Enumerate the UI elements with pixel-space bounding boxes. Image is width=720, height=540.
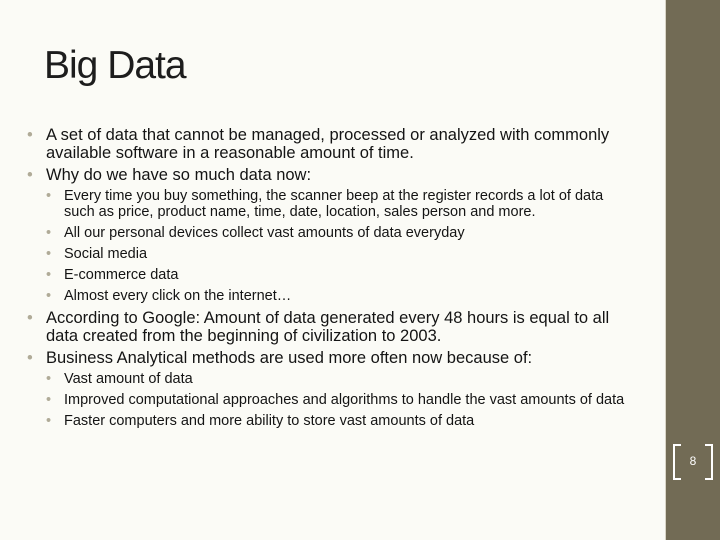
sub-bullet-item: • Improved computational approaches and algorithms to handle the vast amounts of data [27,392,627,408]
bullet-group [27,126,627,162]
bullet-group [27,166,627,304]
sub-bullet-item: • E-commerce data [27,267,627,283]
page-number: 8 [689,454,697,468]
sub-bullet-item: • Vast amount of data [27,371,627,387]
sub-bullet-item: • Social media [27,246,627,262]
left-bracket-icon [673,444,681,480]
slide-title: Big Data [44,44,186,87]
bullet-group [27,349,627,429]
bullet-item: • According to Google: Amount of data generated every 48 hours is equal to all data created from the beginning of civilization to 2003. [27,309,627,345]
right-bracket-icon [705,444,713,480]
sub-bullet-item: • Every time you buy something, the scanner beep at the register records a lot of data such as price, product name, time, date, location, sales person and more. [27,188,627,220]
sub-bullet-item: • Faster computers and more ability to store vast amounts of data [27,413,627,429]
bullet-item: • A set of data that cannot be managed, processed or analyzed with commonly available software in a reasonable amount of time. [27,126,627,162]
bullet-group [27,309,627,345]
sub-bullet-item: • All our personal devices collect vast amounts of data everyday [27,225,627,241]
bullet-item: • Business Analytical methods are used more often now because of: [27,349,627,367]
sub-bullet-item: • Almost every click on the internet… [27,288,627,304]
bullet-item: • Why do we have so much data now: [27,166,627,184]
page-number-badge [671,444,715,478]
bullet-list [27,126,627,434]
